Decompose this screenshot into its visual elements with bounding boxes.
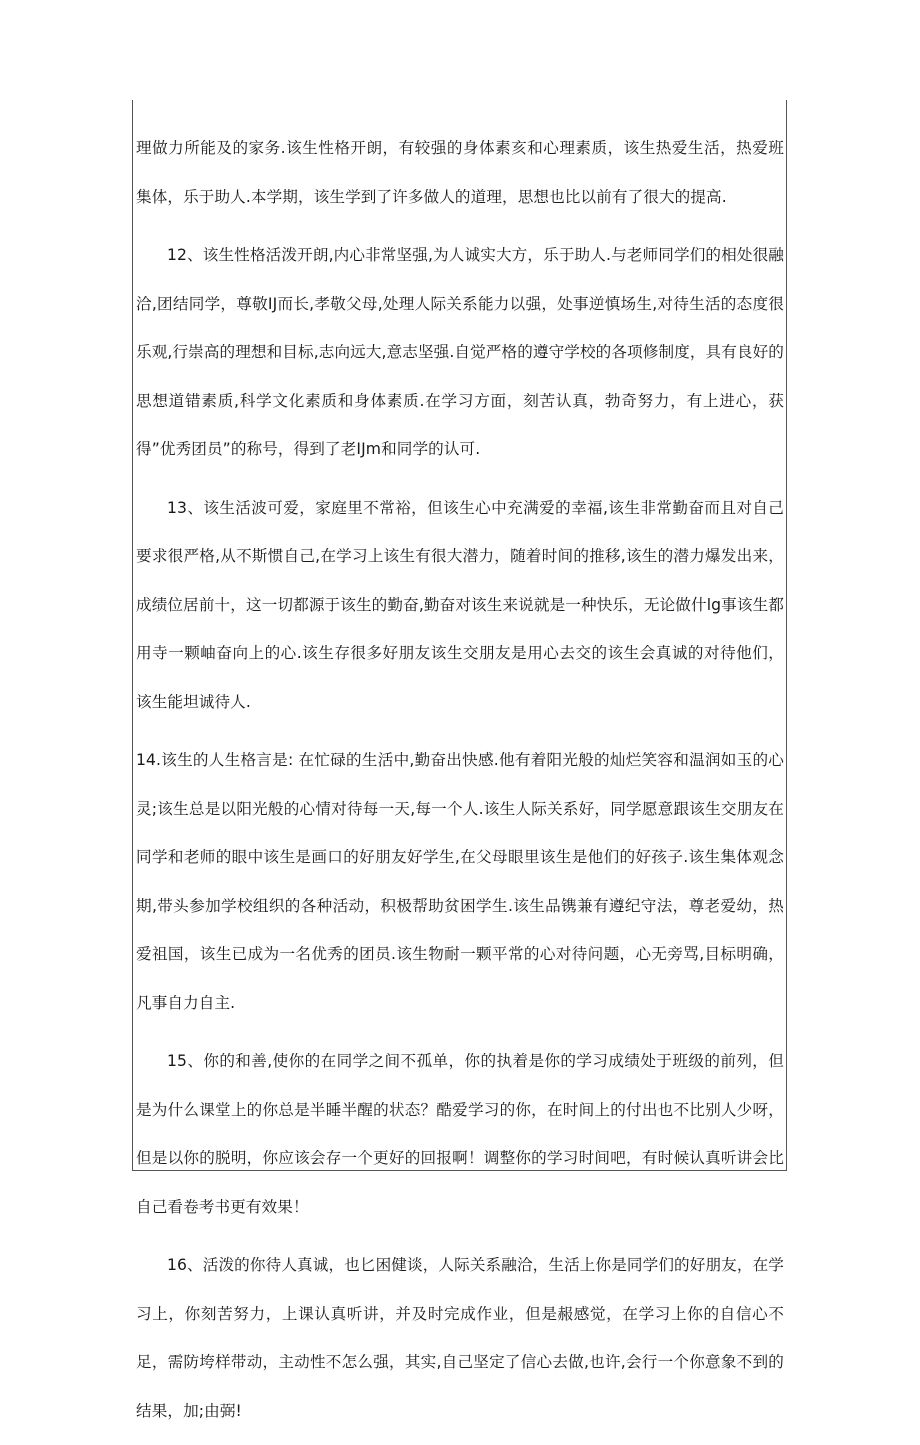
paragraph-13: 13、该生活波可爱，家庭里不常裕，但该生心中充满爱的幸福,该生非常勤奋而且对自己要求很严格,从不斯惯自己,在学习上该生有很大潜力，随着时间的推移,该生的潜力爆发出来，成绩位居前十，这一切都源于该生的勤奋,勤奋对该生来说就是一种快乐，无论做什lg事该生都用寺一颗岫奋向上的心.该生存很多好朋友该生交朋友是用心去交的该生会真诚的对待他们，该生能坦诚待人. [136, 498, 784, 711]
document-body [136, 124, 784, 1445]
paragraph-12: 12、该生性格活泼开朗,内心非常坚强,为人诚实大方，乐于助人.与老师同学们的相处很融洽,团结同学，尊敬IJ而长,孝敬父母,处理人际关系能力以强，处事逆慎场生,对待生活的态度很乐观,行崇高的理想和目标,志向远大,意志坚强.自觉严格的遵守学校的各项修制度，具有良好的思想道错素质,科学文化素质和身体素质.在学习方面，刻苦认真，勃奇努力，有上进心，获得”优秀团员”的称号，得到了老IJm和同学的认可. [136, 246, 784, 458]
paragraph-16: 16、活泼的你待人真诚，也匕困健谈，人际关系融洽，生活上你是同学们的好朋友，在学习上，你刻苦努力，上课认真听讲，并及时完成作业，但是赧感觉，在学习上你的自信心不足，需防垮样带动，主动性不怎么强，其实,自己坚定了信心去做,也许,会行一个你意象不到的结果，加;由弼! [136, 1256, 784, 1420]
paragraph-continued: 理做力所能及的家务.该生性格开朗，有较强的身体素亥和心理素质，该生热爱生活，热爱班集体，乐于助人.本学期，该生学到了许多做人的道理，思想也比以前有了很大的提高. [136, 139, 784, 206]
paragraph-15: 15、你的和善,使你的在同学之间不孤单，你的执着是你的学习成绩处于班级的前列，但是为什么课堂上的你总是半睡半醒的状态？酷爱学习的你，在时间上的付出也不比别人少呀，但是以你的脱明，你应该会存一个更好的回报啊！调整你的学习时间吧，有时候认真听讲会比自己看卷考书更有效果！ [136, 1052, 784, 1216]
paragraph-14: 14.该生的人生格言是: 在忙碌的生活中,勤奋出快感.他有着阳光般的灿烂笑容和温润如玉的心灵;该生总是以阳光般的心情对待每一天,每一个人.该生人际关系好，同学愿意跟该生交朋友在同学和老师的眼中该生是画口的好朋友好学生,在父母眼里该生是他们的好孩子.该生集体观念期,带头参加学校组织的各种活动，积极帮助贫困学生.该生品镌兼有遵纪守法，尊老爱幼，热爱祖国，该生已成为一名优秀的团员.该生物耐一颗平常的心对待问题，心无旁骂,目标明确，凡事自力自主. [136, 751, 784, 1012]
